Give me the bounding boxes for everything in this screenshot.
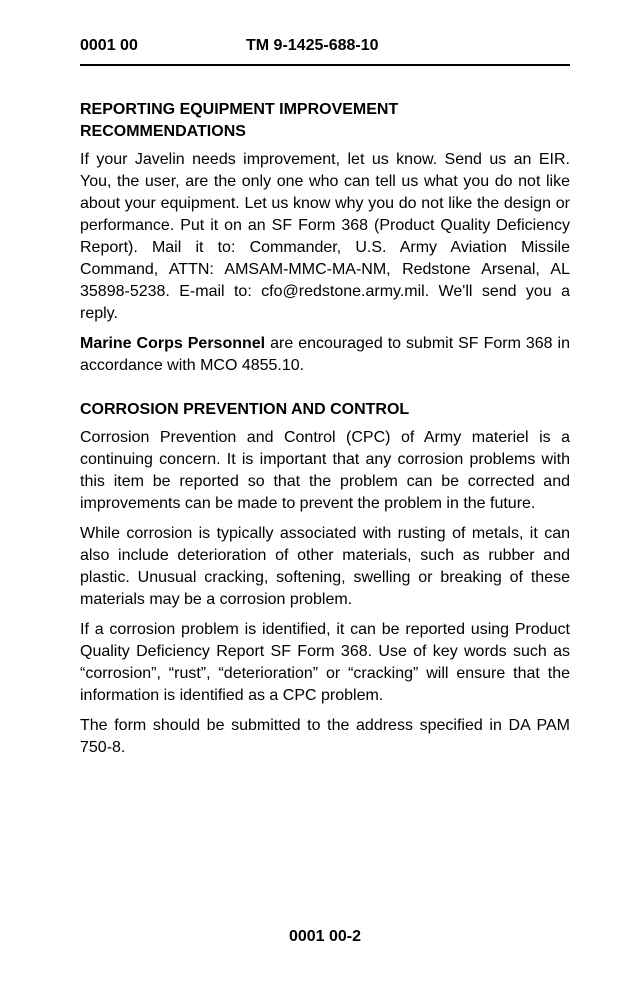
marine-corps-paragraph [80,333,570,377]
cpc-section [80,399,570,759]
cpc-paragraph-2: While corrosion is typically associated with rusting of metals, it can also include deterioration of other materials, such as rubber and plastic. Unusual cracking, softening, swelling or breaking of these materials may be a corrosion problem. [80,525,570,608]
page-number: 0001 00-2 [288,928,362,945]
page-header [80,36,570,62]
eir-heading [80,99,570,143]
eir-section [80,99,570,377]
eir-heading-line1: REPORTING EQUIPMENT IMPROVEMENT [80,101,399,118]
marine-corps-label: Marine Corps Personnel [80,335,266,352]
cpc-paragraph-4: The form should be submitted to the address specified in DA PAM 750-8. [80,717,570,756]
page-content [80,99,570,781]
marine-corps-text: are encouraged to submit SF Form 368 in accordance with MCO 4855.10. [80,335,571,374]
cpc-heading: CORROSION PREVENTION AND CONTROL [80,401,410,418]
document-page [80,0,570,981]
technical-manual-number: TM 9-1425-688-10 [246,37,379,54]
header-rule [80,64,570,66]
cpc-paragraph-1: Corrosion Prevention and Control (CPC) of Army materiel is a continuing concern. It is important that any corrosion problems with this item be reported so that the problem can be corrected and improvements can be made to prevent the problem in the future. [80,429,570,512]
eir-paragraph: If your Javelin needs improvement, let us know. Send us an EIR. You, the user, are the only one who can tell us what you do not like about your equipment. Let us know why you do not like the design or performance. Put it on an SF Form 368 (Product Quality Deficiency Report). Mail it to: Commander, U.S. Army Aviation Missile Command, ATTN: AMSAM-MMC-MA-NM, Redstone Arsenal, AL 35898-5238. E-mail to: cfo@redstone.army.mil. We'll send you a reply. [80,151,570,322]
cpc-paragraph-3: If a corrosion problem is identified, it can be reported using Product Quality Deficiency Report SF Form 368. Use of key words such as “corrosion”, “rust”, “deterioration” or “cracking” will ensure that the information is identified as a CPC problem. [80,621,570,704]
eir-heading-line2: RECOMMENDATIONS [80,123,246,140]
work-package-id: 0001 00 [80,37,138,54]
